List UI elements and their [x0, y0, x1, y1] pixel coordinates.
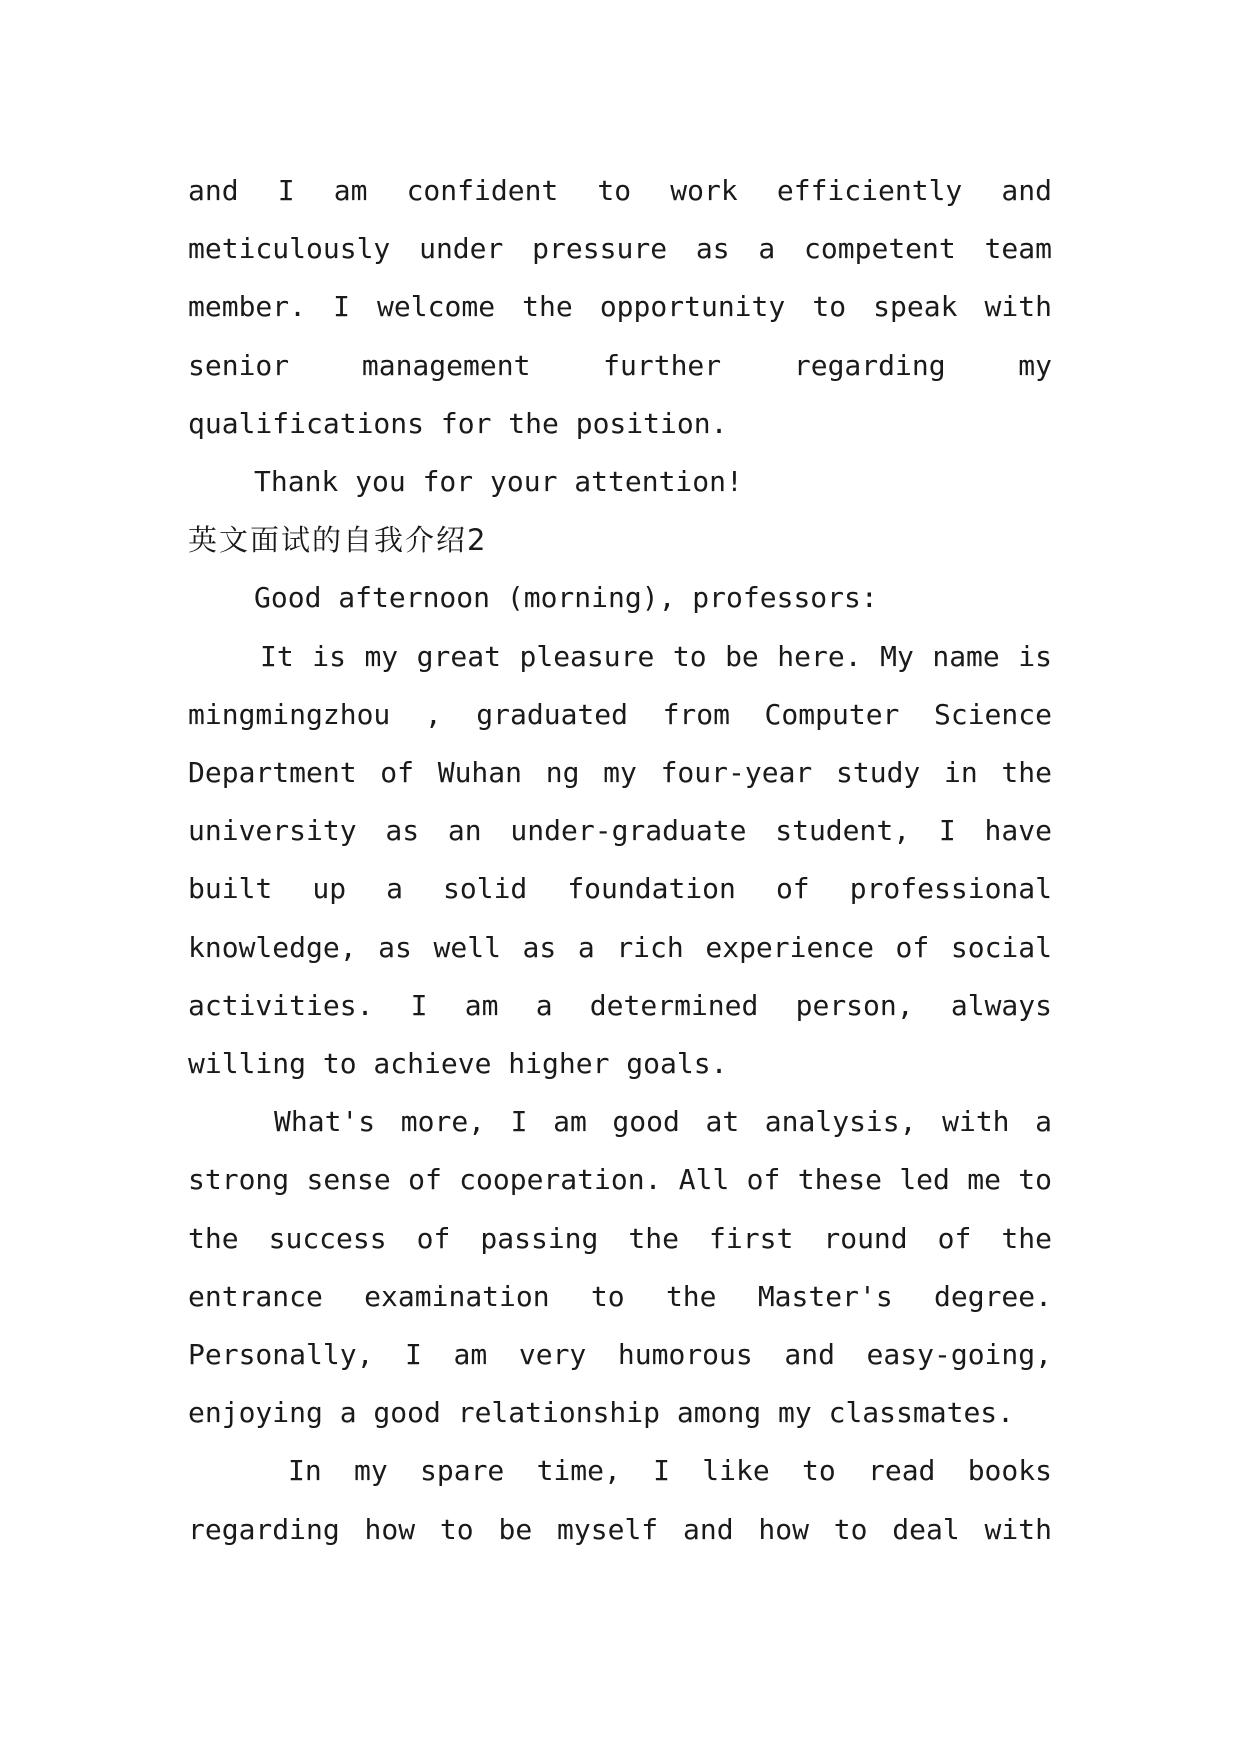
document-page [188, 162, 1052, 1559]
paragraph-introduction: It is my great pleasure to be here. My name is mingmingzhou , graduated from Computer Science Department of Wuhan ng my four-year study in the university as an under-graduate student, I have built up a solid foundation of professional knowledge, as well as a rich experience of social activities. I am a determined person, always willing to achieve higher goals. [188, 639, 1052, 1081]
paragraph-spare-time: In my spare time, I like to read books regarding how to be myself and how to deal with [188, 1454, 1052, 1546]
section-heading: 英文面试的自我介绍2 [188, 523, 488, 558]
paragraph-strengths: What's more, I am good at analysis, with a strong sense of cooperation. All of these led me to the success of passing the first round of the entrance examination to the Master's degree. Personally, I am very humorous and easy-going, enjoying a good relationship among my classmates. [188, 1105, 1052, 1430]
paragraph-thank-you: Thank you for your attention! [254, 465, 743, 499]
paragraph-greeting: Good afternoon (morning), professors: [254, 581, 878, 615]
paragraph-closing-statement: and I am confident to work efficiently and meticulously under pressure as a competent team member. I welcome the opportunity to speak with senior management further regarding my qualifications for the position. [188, 174, 1052, 440]
